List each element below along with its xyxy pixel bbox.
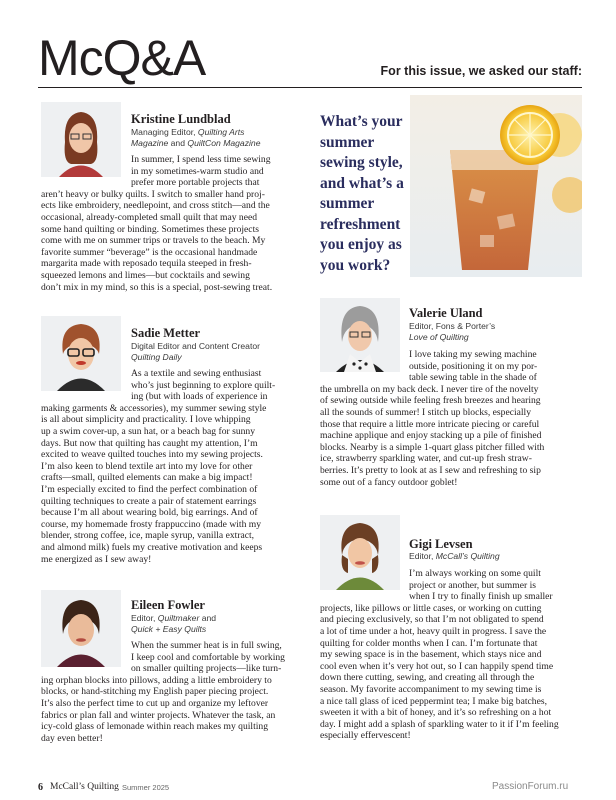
kristine-text-line: squeezed lemons and limes—but cocktails and sewing bbox=[41, 270, 250, 281]
valerie-portrait bbox=[320, 298, 400, 372]
iced-tea-photo bbox=[410, 95, 582, 277]
sadie-role-line-1: Digital Editor and Content Creator bbox=[131, 341, 260, 351]
sadie-text-line: me energized as I sew away! bbox=[41, 553, 152, 565]
kristine-portrait bbox=[41, 102, 121, 177]
eileen-portrait bbox=[41, 590, 121, 667]
sadie-text-line: is all about simplicity and practicality. I love whipping bbox=[41, 414, 251, 426]
eileen-text-line: on smaller quilting projects—like turn- bbox=[131, 663, 282, 675]
eileen-text-line: fabrics or plan fall and winter projects. Whatever the task, an bbox=[41, 709, 276, 721]
valerie-text-line: I love taking my sewing machine bbox=[409, 349, 537, 360]
sadie-name: Sadie Metter bbox=[131, 326, 201, 340]
eileen-text-line: ing orphan blocks into pillows, adding a little embroidery to bbox=[41, 674, 272, 686]
eileen-text-line: day even better! bbox=[41, 732, 103, 744]
gigi-text-line: sweeten it with a bit of honey, and it’s so refreshing on a hot bbox=[320, 707, 552, 719]
sadie-text-line: because I’m all about wearing bold, big earrings. And of bbox=[41, 507, 258, 519]
eileen-text-line: When the summer heat is in full swing, bbox=[131, 640, 282, 651]
gigi-portrait bbox=[320, 515, 400, 590]
valerie-text-line: blocks. Nearby is a simple 1-quart glass pitcher filled with bbox=[320, 441, 545, 453]
eileen-role-line-1: Editor, Quiltmaker and bbox=[131, 613, 217, 623]
sadie-text-line: and almond milk) fuels my creative motivation and keeps bbox=[41, 542, 263, 553]
valerie-name: Valerie Uland bbox=[409, 306, 483, 320]
valerie-role-line-2: Love of Quilting bbox=[409, 332, 469, 342]
sadie-text-line: course, my homemade frosty frappuccino (made with my bbox=[41, 518, 262, 530]
eileen-text-line: icy-cold glass of lemonade within reach makes my quilting bbox=[41, 721, 268, 733]
sadie-text-line: I’m also keen to blend textile art into my love for other bbox=[41, 460, 253, 472]
kristine-text-line: In summer, I spend less time sewing bbox=[131, 154, 271, 165]
valerie-text-line: of sewing outside while feeling fresh breezes and hearing bbox=[320, 395, 541, 407]
sadie-role-line-2: Quilting Daily bbox=[131, 352, 182, 362]
gigi-text-line: a lot of time under a hot, heavy quilt in progress. I save the bbox=[320, 626, 547, 637]
valerie-text-line: all the sounds of summer! I stitch up blocks, especially bbox=[320, 407, 532, 418]
gigi-text-line: day. I might add a splash of sparkling water to it if I’m feeling bbox=[320, 718, 559, 730]
gigi-text-line: project or another, but summer is bbox=[409, 579, 536, 591]
kristine-text-line: ects like embroidery, needlepoint, and cross stitch—and the bbox=[41, 200, 270, 212]
gigi-text-line: a nice tall glass of iced peppermint tea; I make big batches, bbox=[320, 695, 547, 707]
valerie-text-line: machine applique and enjoy stacking up a pile of finished bbox=[320, 430, 542, 442]
eileen-role-line-2: Quick + Easy Quilts bbox=[131, 624, 207, 634]
eileen-text-line: I keep cool and comfortable by working bbox=[131, 651, 285, 663]
magazine-section-logo: McQ&A bbox=[38, 30, 206, 86]
sadie-text-line: excited to weave quilted touches into my sewing projects. bbox=[41, 449, 263, 461]
page-number: 6 bbox=[38, 782, 43, 793]
gigi-text-line: especially effervescent! bbox=[320, 730, 411, 742]
footer-issue: Summer 2025 bbox=[122, 783, 170, 792]
header-rule bbox=[38, 87, 582, 88]
watermark: PassionForum.ru bbox=[492, 781, 569, 792]
footer-magazine-name: McCall’s Quilting bbox=[50, 782, 119, 792]
kristine-text-line: come with me on summer trips or travels to the beach. My bbox=[41, 235, 266, 247]
valerie-text-line: table sewing table in the shade of bbox=[409, 372, 537, 384]
valerie-text-line: berries. It’s pretty to look at as I sew and refreshing to sip bbox=[320, 465, 541, 476]
gigi-text-line: I’m always working on some quilt bbox=[409, 568, 541, 579]
kristine-text-line: in my sometimes-warm studio and bbox=[131, 165, 264, 177]
sadie-text-line: who’s just beginning to explore quilt- bbox=[131, 379, 276, 391]
valerie-text-line: outside, positioning it on my por- bbox=[409, 360, 538, 372]
gigi-text-line: when I try to finally finish up smaller bbox=[409, 591, 553, 603]
kristine-role-line-2: Magazine and QuiltCon Magazine bbox=[131, 138, 261, 148]
gigi-text-line: quilting for colder months when I can. I’m fortunate that bbox=[320, 637, 538, 649]
eileen-name: Eileen Fowler bbox=[131, 598, 205, 612]
sadie-text-line: I’m especially excited to find the perfect combination of bbox=[41, 484, 258, 495]
sadie-text-line: crafts—small, quilted elements can make a big impact! bbox=[41, 472, 253, 484]
sadie-text-line: quilting techniques to create a pair of statement earrings bbox=[41, 495, 257, 507]
gigi-text-line: projects, like pillows or little cases, or working on cutting bbox=[320, 602, 542, 614]
kristine-text-line: margarita made with reposado tequila steeped in fresh- bbox=[41, 258, 252, 270]
eileen-text-line: It’s also the perfect time to cut up and organize my leftover bbox=[41, 698, 269, 709]
sadie-text-line: blender, strong coffee, ice, maple syrup, vanilla extract, bbox=[41, 530, 255, 542]
valerie-text-line: some out of a fancy outdoor goblet! bbox=[320, 476, 458, 488]
gigi-role-line-1: Editor, McCall’s Quilting bbox=[409, 551, 500, 561]
kristine-name: Kristine Lundblad bbox=[131, 112, 231, 126]
kristine-text-line: some hand quilting or binding. Sometimes these projects bbox=[41, 223, 259, 235]
kristine-text-line: prefer more portable projects that bbox=[131, 177, 260, 189]
gigi-text-line: my sewing space is in the basement, which stays nice and bbox=[320, 649, 542, 661]
gigi-name: Gigi Levsen bbox=[409, 537, 473, 551]
sadie-text-line: ing (but with loads of experience in bbox=[131, 391, 268, 403]
valerie-text-line: the umbrella on my back deck. I never tire of the novelty bbox=[320, 383, 539, 395]
valerie-text-line: ice, strawberry sparkling water, and cut-up fresh straw- bbox=[320, 453, 532, 465]
sadie-text-line: making garments & accessories), my summer sewing style bbox=[41, 402, 267, 414]
featured-question: What’s your summer sewing style, and what’s a summer refreshment you enjoy as you work? bbox=[320, 113, 404, 274]
kristine-text-line: occasional, already-completed small quilt that may need bbox=[41, 212, 258, 223]
gigi-text-line: and piecing exclusively, so that I’m not obligated to spend bbox=[320, 614, 544, 626]
valerie-text-line: those that require a little more intricate piecing or careful bbox=[320, 418, 540, 430]
gigi-text-line: down there cutting, sewing, and creating all through the bbox=[320, 672, 535, 684]
kristine-text-line: favorite summer “beverage” is the occasional handmade bbox=[41, 246, 258, 258]
sadie-text-line: up a swim cover-up, a sun hat, or a beach bag for sunny bbox=[41, 426, 256, 437]
sadie-text-line: days. But now that quilting has caught my attention, I’m bbox=[41, 437, 258, 449]
eileen-text-line: blocks, or hand-stitching my English paper piecing project. bbox=[41, 686, 269, 698]
kristine-role-line-1: Managing Editor, Quilting Arts bbox=[131, 127, 245, 137]
valerie-role-line-1: Editor, Fons & Porter’s bbox=[409, 321, 496, 331]
kristine-text-line: don’t mix in my mind, so this is a special, post-sewing treat. bbox=[41, 281, 273, 293]
gigi-text-line: cool even when it’s very hot out, so I can happily spend time bbox=[320, 660, 554, 672]
intro-text: For this issue, we asked our staff: bbox=[380, 64, 582, 78]
sadie-text-line: As a textile and sewing enthusiast bbox=[131, 368, 262, 379]
gigi-text-line: season. My favorite accompaniment to my sewing time is bbox=[320, 684, 542, 695]
sadie-portrait bbox=[41, 316, 121, 391]
kristine-text-line: aren’t heavy or bulky quilts. I switch to smaller hand proj- bbox=[41, 188, 265, 200]
